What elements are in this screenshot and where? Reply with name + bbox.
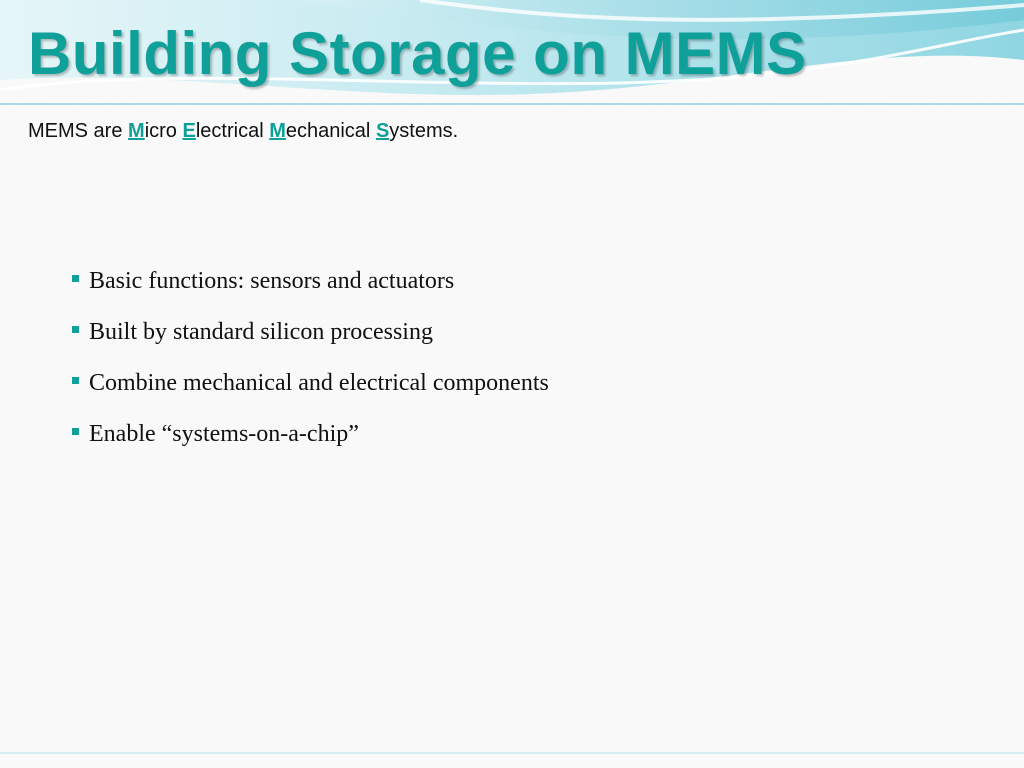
slide-title: Building Storage on MEMS: [28, 20, 807, 87]
bullet-text: Built by standard silicon processing: [89, 319, 433, 345]
square-bullet-icon: [72, 428, 79, 435]
bullet-text: Enable “systems-on-a-chip”: [89, 421, 359, 447]
square-bullet-icon: [72, 275, 79, 282]
bullet-text: Basic functions: sensors and actuators: [89, 268, 455, 294]
acronym-letter-m1: M: [128, 120, 145, 142]
acronym-letter-e: E: [182, 120, 196, 142]
list-item: [72, 256, 549, 307]
square-bullet-icon: [72, 377, 79, 384]
footer-divider: [0, 752, 1024, 754]
list-item: [72, 307, 549, 358]
definition-word-systems: ystems.: [389, 120, 459, 142]
definition-word-mechanical: echanical: [285, 120, 376, 142]
list-item: [72, 358, 549, 409]
bullet-list: [72, 256, 549, 460]
square-bullet-icon: [72, 326, 79, 333]
definition-word-electrical: lectrical: [195, 120, 270, 142]
definition-prefix: MEMS are: [28, 120, 129, 142]
definition-word-micro: icro: [144, 120, 183, 142]
acronym-letter-s: S: [375, 120, 390, 142]
bullet-text: Combine mechanical and electrical components: [89, 370, 549, 396]
mems-definition: [28, 120, 458, 143]
list-item: [72, 409, 549, 460]
acronym-letter-m2: M: [269, 120, 286, 142]
